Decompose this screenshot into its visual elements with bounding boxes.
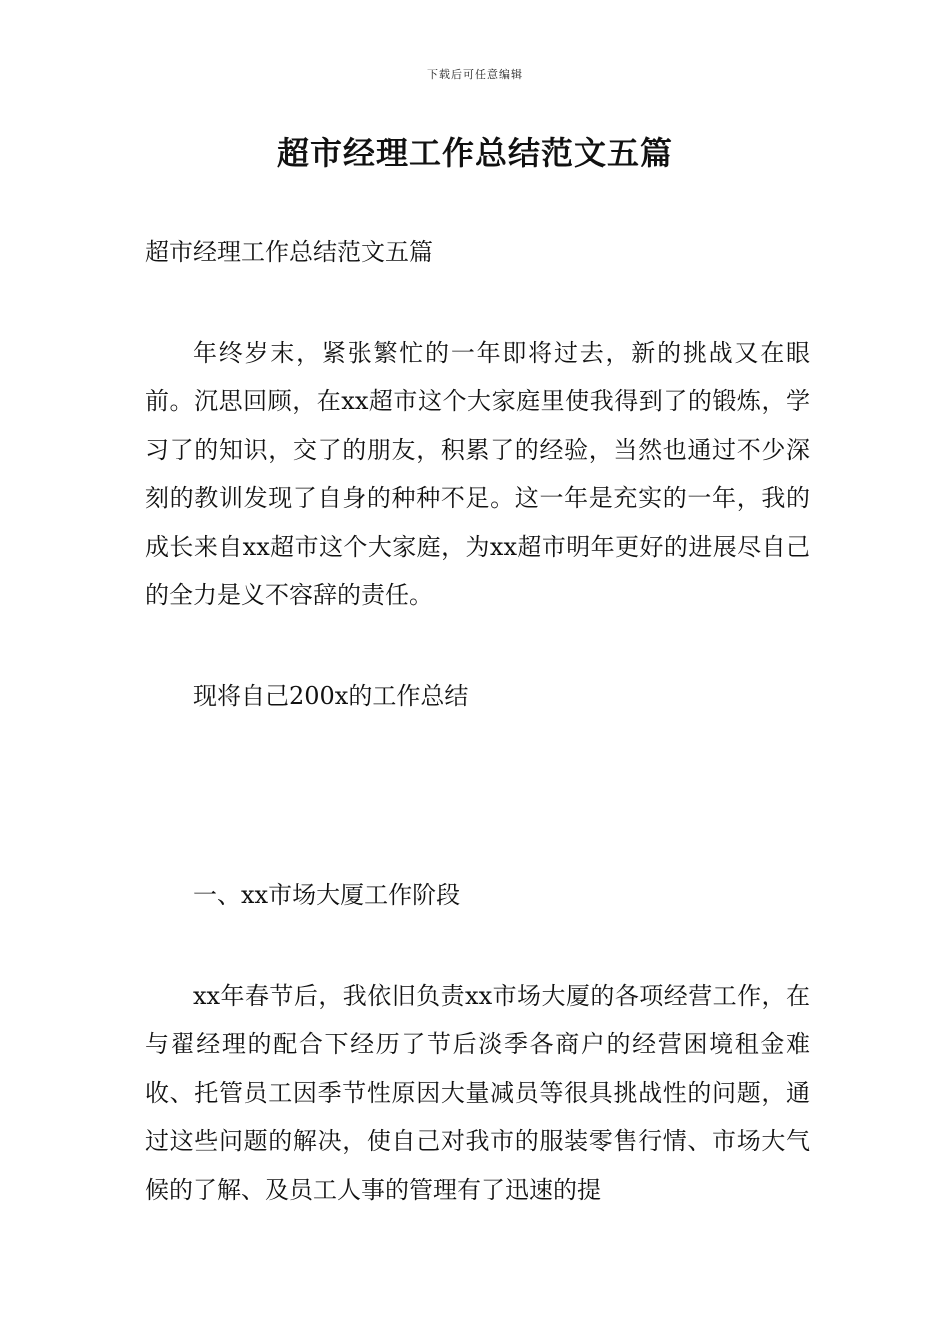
paragraph-intro: 年终岁末，紧张繁忙的一年即将过去，新的挑战又在眼前。沉思回顾，在xx超市这个大家庭里使我得到了的锻炼，学习了的知识，交了的朋友，积累了的经验，当然也通过不少深刻的教训发现了自身的种种不足。这一年是充实的一年，我的成长来自xx超市这个大家庭，为xx超市明年更好的进展尽自己的全力是义不容辞的责任。	[145, 338, 810, 609]
document-title: 超市经理工作总结范文五篇	[276, 134, 673, 172]
paragraph-summary-lead: 现将自己200x的工作总结	[193, 681, 469, 710]
section-heading: 一、xx市场大厦工作阶段	[193, 881, 461, 909]
paragraph-section-one: xx年春节后，我依旧负责xx市场大厦的各项经营工作，在与翟经理的配合下经历了节后淡季各商户的经营困境租金难收、托管员工因季节性原因大量减员等很具挑战性的问题，通过这些问题的解决，使自己对我市的服装零售行情、市场大气候的了解、及员工人事的管理有了迅速的提	[145, 981, 810, 1204]
header-note: 下载后可任意编辑	[427, 68, 523, 81]
document-subtitle: 超市经理工作总结范文五篇	[145, 238, 433, 266]
document-body	[145, 228, 810, 1214]
